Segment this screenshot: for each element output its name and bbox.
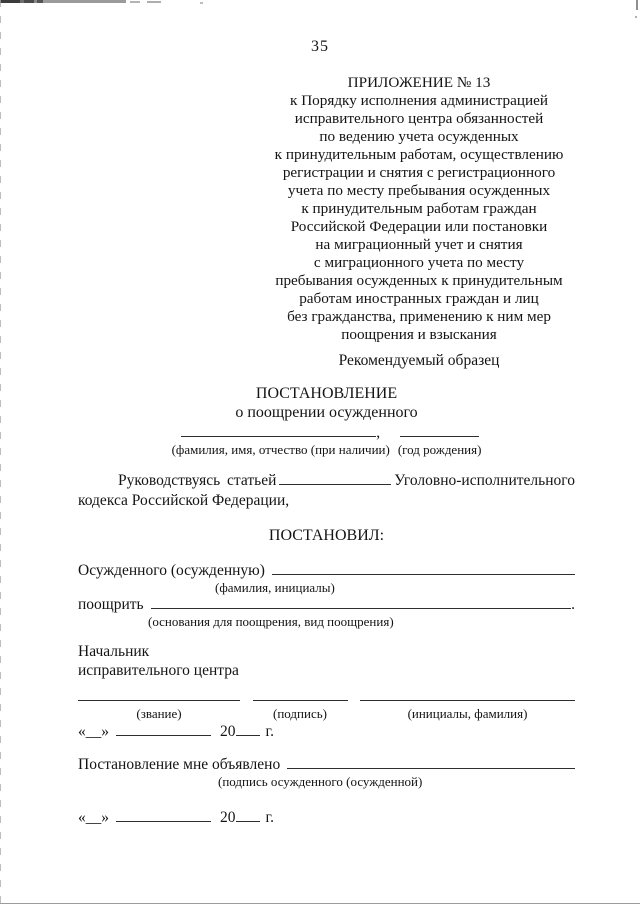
birth-year-blank-field — [400, 424, 479, 437]
appendix-line: регистрации и снятия с регистрационного — [282, 164, 556, 181]
document-title-block — [78, 384, 575, 422]
chief-title-line1: Начальник — [78, 643, 150, 660]
sentence-period: . — [571, 596, 575, 613]
guided-by-suffix: Уголовно-исполнительного — [394, 472, 575, 489]
signature-caption: (подпись) — [273, 706, 327, 721]
appendix-line: поощрения и взыскания — [341, 326, 497, 343]
rank-blank-field — [78, 689, 240, 701]
acknowledgement-row — [78, 756, 575, 774]
appendix-line: Российской Федерации или постановки — [290, 218, 548, 235]
appendix-line: по ведению учета осужденных — [319, 128, 519, 145]
encourage-row — [78, 596, 575, 614]
page-number: 35 — [311, 38, 329, 55]
encourage-blank-field — [151, 596, 572, 609]
scan-artifact-bottom-edge — [0, 903, 640, 904]
resolved-heading: ПОСТАНОВИЛ: — [268, 527, 385, 544]
appendix-line: на миграционный учет и снятия — [315, 236, 523, 253]
full-name-caption: (фамилия, имя, отчество (при наличии) — [171, 442, 390, 457]
acknowledgement-blank-field — [287, 756, 575, 769]
appendix-heading-block — [243, 74, 595, 344]
date-year-suffix: г. — [265, 809, 274, 826]
date-day-placeholder: «__» — [78, 723, 109, 740]
signature-row — [78, 688, 575, 722]
appendix-line: исправительного центра обязанностей — [294, 110, 544, 127]
convict-row — [78, 562, 575, 580]
comma-separator: , — [376, 424, 381, 441]
appendix-title: ПРИЛОЖЕНИЕ № 13 — [347, 74, 491, 91]
resolution-body — [0, 562, 640, 630]
initials-field-column — [360, 688, 575, 722]
convict-name-caption: (фамилия, инициалы) — [215, 580, 335, 595]
appendix-line: учета по месту пребывания осужденных — [287, 182, 551, 199]
appendix-line: работам иностранных граждан и лиц — [299, 290, 539, 307]
full-name-field-column — [172, 424, 390, 458]
appendix-line: с миграционного учета по месту — [313, 254, 525, 271]
article-number-blank-field — [279, 472, 391, 485]
date-year-prefix: 20 — [220, 723, 236, 740]
rank-field-column — [78, 688, 240, 722]
acknowledgement-date-row — [78, 809, 575, 826]
date-year-blank-field — [236, 723, 260, 736]
convict-name-blank-field — [272, 562, 575, 575]
full-name-blank-field — [181, 424, 376, 437]
acknowledgement-block — [0, 756, 640, 790]
appendix-line: к Порядку исполнения администрацией — [290, 92, 548, 109]
initials-caption: (инициалы, фамилия) — [407, 706, 528, 721]
acknowledgement-label: Постановление мне объявлено — [78, 756, 281, 773]
birth-year-field-column — [398, 424, 482, 458]
convict-label: Осужденного (осужденную) — [78, 562, 265, 579]
date-year-suffix: г. — [265, 723, 274, 740]
chief-title-block — [78, 642, 575, 680]
date-year-blank-field — [236, 809, 260, 822]
date-month-blank-field — [116, 723, 211, 736]
date-day-placeholder: «__» — [78, 809, 109, 826]
appendix-line: без гражданства, применению к ним мер — [287, 308, 551, 325]
date-year-prefix: 20 — [220, 809, 236, 826]
recommended-sample-note: Рекомендуемый образец — [338, 352, 500, 369]
appendix-line: к принудительным работам, осуществлению — [274, 146, 564, 163]
chief-title-line2: исправительного центра — [78, 662, 239, 679]
document-title: ПОСТАНОВЛЕНИЕ — [255, 385, 398, 402]
guided-by-line2: кодекса Российской Федерации, — [78, 492, 290, 509]
signature-field-column — [253, 688, 348, 722]
appendix-line: к принудительным работам граждан — [301, 200, 537, 217]
signature-blank-field — [253, 689, 348, 701]
signature-date-row — [78, 723, 575, 740]
encourage-label: поощрить — [78, 596, 144, 613]
encourage-caption: (основания для поощрения, вид поощрения) — [148, 614, 394, 629]
guided-by-prefix: Руководствуясь статьей — [118, 472, 277, 489]
document-subtitle: о поощрении осужденного — [235, 404, 418, 421]
appendix-line: пребывания осужденных к принудительным — [275, 272, 563, 289]
guided-by-paragraph — [78, 471, 575, 511]
rank-caption: (звание) — [136, 706, 182, 721]
acknowledgement-caption: (подпись осужденного (осужденной) — [218, 774, 423, 789]
convict-name-section — [78, 424, 575, 458]
date-month-blank-field — [116, 809, 211, 822]
initials-blank-field — [360, 689, 575, 701]
birth-year-caption: (год рождения) — [397, 442, 482, 457]
